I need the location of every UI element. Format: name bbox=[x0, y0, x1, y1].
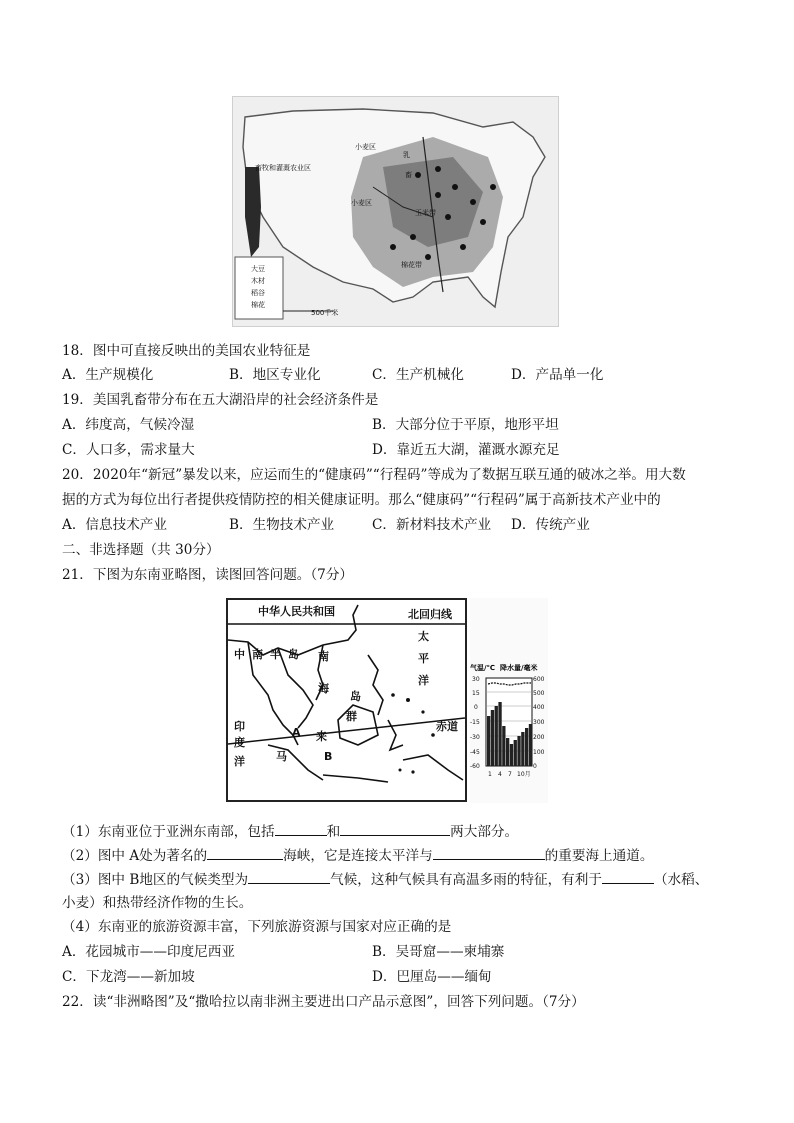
q21-sub3-cont: 小麦）和热带经济作物的生长。 bbox=[62, 895, 253, 911]
q19-option-b[interactable]: B．大部分位于平原，地形平坦 bbox=[372, 417, 559, 433]
q20-option-a[interactable]: A．信息技术产业 bbox=[62, 517, 167, 533]
svg-text:-45: -45 bbox=[470, 749, 480, 756]
svg-text:洋: 洋 bbox=[418, 674, 429, 687]
q19-option-d[interactable]: D．靠近五大湖，灌溉水源充足 bbox=[372, 442, 560, 458]
blank-2[interactable] bbox=[340, 822, 450, 836]
svg-text:气温/℃: 气温/℃ bbox=[470, 664, 496, 672]
map2-point-b: B bbox=[324, 750, 333, 763]
svg-text:洋: 洋 bbox=[234, 755, 245, 768]
svg-text:-30: -30 bbox=[470, 734, 480, 741]
svg-text:10月: 10月 bbox=[517, 771, 531, 778]
section-2-heading: 二、非选择题（共 30分） bbox=[62, 542, 220, 558]
svg-text:中: 中 bbox=[234, 648, 245, 661]
q18-option-b[interactable]: B．地区专业化 bbox=[229, 367, 321, 383]
svg-text:7: 7 bbox=[508, 771, 512, 778]
svg-text:棉花: 棉花 bbox=[251, 301, 265, 309]
svg-text:300: 300 bbox=[533, 719, 545, 726]
svg-text:-15: -15 bbox=[470, 719, 480, 726]
svg-text:南: 南 bbox=[318, 650, 329, 663]
q18-option-c[interactable]: C．生产机械化 bbox=[372, 367, 464, 383]
svg-text:-60: -60 bbox=[470, 763, 480, 770]
q21-option-d[interactable]: D．巴厘岛——缅甸 bbox=[372, 969, 492, 985]
q18-stem: 18．图中可直接反映出的美国农业特征是 bbox=[62, 343, 311, 359]
blank-6[interactable] bbox=[602, 870, 654, 884]
svg-text:印: 印 bbox=[234, 720, 245, 733]
svg-text:棉花带: 棉花带 bbox=[401, 261, 422, 269]
q21-sub1: （1）东南亚位于亚洲东南部，包括 和 两大部分。 bbox=[62, 824, 519, 840]
q21-sub2: （2）图中 A处为著名的 海峡，它是连接太平洋与 的重要海上通道。 bbox=[62, 848, 654, 864]
svg-text:乳: 乳 bbox=[403, 151, 410, 159]
q19-option-a[interactable]: A．纬度高，气候冷湿 bbox=[62, 417, 195, 433]
svg-text:小麦区: 小麦区 bbox=[351, 199, 372, 207]
svg-text:1: 1 bbox=[488, 771, 492, 778]
q21-option-c[interactable]: C．下龙湾——新加坡 bbox=[62, 969, 195, 985]
svg-text:400: 400 bbox=[533, 704, 545, 711]
q20-line2: 据的方式为每位出行者提供疫情防控的相关健康证明。那么“健康码”“行程码”属于高新技术产业中的 bbox=[62, 492, 661, 508]
svg-text:小麦区: 小麦区 bbox=[355, 143, 376, 151]
svg-text:半: 半 bbox=[270, 648, 281, 661]
svg-text:4: 4 bbox=[498, 771, 502, 778]
map2-country-label: 中华人民共和国 bbox=[258, 605, 335, 618]
map2-point-a: A bbox=[292, 726, 301, 739]
q19-stem: 19．美国乳畜带分布在五大湖沿岸的社会经济条件是 bbox=[62, 392, 379, 408]
svg-text:100: 100 bbox=[533, 749, 545, 756]
blank-1[interactable] bbox=[275, 822, 327, 836]
svg-text:木材: 木材 bbox=[251, 277, 265, 285]
q18-option-a[interactable]: A．生产规模化 bbox=[62, 367, 154, 383]
map2-equator-label: 赤道 bbox=[436, 720, 458, 733]
svg-text:度: 度 bbox=[234, 736, 245, 749]
svg-text:500千米: 500千米 bbox=[311, 309, 339, 317]
q21-option-a[interactable]: A．花园城市——印度尼西亚 bbox=[62, 944, 235, 960]
svg-text:200: 200 bbox=[533, 734, 545, 741]
q21-stem: 21．下图为东南亚略图，读图回答问题。（7分） bbox=[62, 567, 354, 583]
svg-text:南: 南 bbox=[252, 648, 263, 661]
svg-text:海: 海 bbox=[318, 682, 329, 695]
svg-text:稻谷: 稻谷 bbox=[251, 289, 265, 297]
blank-5[interactable] bbox=[248, 870, 330, 884]
q20-line1: 20．2020年“新冠”暴发以来，应运而生的“健康码”“行程码”等成为了数据互联互通的破冰之举。用大数 bbox=[62, 467, 686, 483]
q21-sub4: （4）东南亚的旅游资源丰富，下列旅游资源与国家对应正确的是 bbox=[62, 919, 452, 935]
svg-text:15: 15 bbox=[472, 690, 480, 697]
svg-text:降水量/毫米: 降水量/毫米 bbox=[500, 664, 538, 672]
svg-text:0: 0 bbox=[474, 704, 478, 711]
map2-tropic-label: 北回归线 bbox=[408, 608, 452, 621]
q19-option-c[interactable]: C．人口多，需求量大 bbox=[62, 442, 195, 458]
southeast-asia-map bbox=[226, 598, 467, 802]
blank-4[interactable] bbox=[433, 846, 545, 860]
q21-option-b[interactable]: B．吴哥窟——柬埔寨 bbox=[372, 944, 505, 960]
q20-option-b[interactable]: B．生物技术产业 bbox=[229, 517, 335, 533]
svg-text:600: 600 bbox=[533, 676, 545, 683]
q20-option-c[interactable]: C．新材料技术产业 bbox=[372, 517, 492, 533]
svg-text:500: 500 bbox=[533, 690, 545, 697]
climate-chart bbox=[470, 598, 548, 803]
q21-sub3: （3）图中 B地区的气候类型为 气候，这种气候具有高温多雨的特征，有利于 （水稻、 bbox=[62, 872, 709, 888]
svg-text:岛: 岛 bbox=[350, 690, 361, 703]
svg-text:太: 太 bbox=[418, 630, 429, 643]
svg-text:畜: 畜 bbox=[405, 171, 412, 179]
svg-text:0: 0 bbox=[533, 763, 537, 770]
q18-option-d[interactable]: D．产品单一化 bbox=[511, 367, 604, 383]
q22-stem: 22．读“非洲略图”及“撒哈拉以南非洲主要进出口产品示意图”，回答下列问题。（7分） bbox=[62, 994, 585, 1010]
map1-region-label: 畜牧和灌溉农业区 bbox=[255, 164, 311, 172]
svg-text:平: 平 bbox=[418, 652, 429, 665]
blank-3[interactable] bbox=[207, 846, 283, 860]
svg-text:来: 来 bbox=[316, 730, 327, 743]
svg-text:30: 30 bbox=[472, 676, 480, 683]
svg-text:大豆: 大豆 bbox=[251, 265, 265, 273]
svg-text:岛: 岛 bbox=[288, 648, 299, 661]
usa-agriculture-map bbox=[232, 96, 559, 327]
svg-text:马: 马 bbox=[276, 750, 287, 763]
q20-option-d[interactable]: D．传统产业 bbox=[511, 517, 590, 533]
svg-text:玉米带: 玉米带 bbox=[415, 209, 436, 217]
svg-text:群: 群 bbox=[346, 710, 357, 723]
